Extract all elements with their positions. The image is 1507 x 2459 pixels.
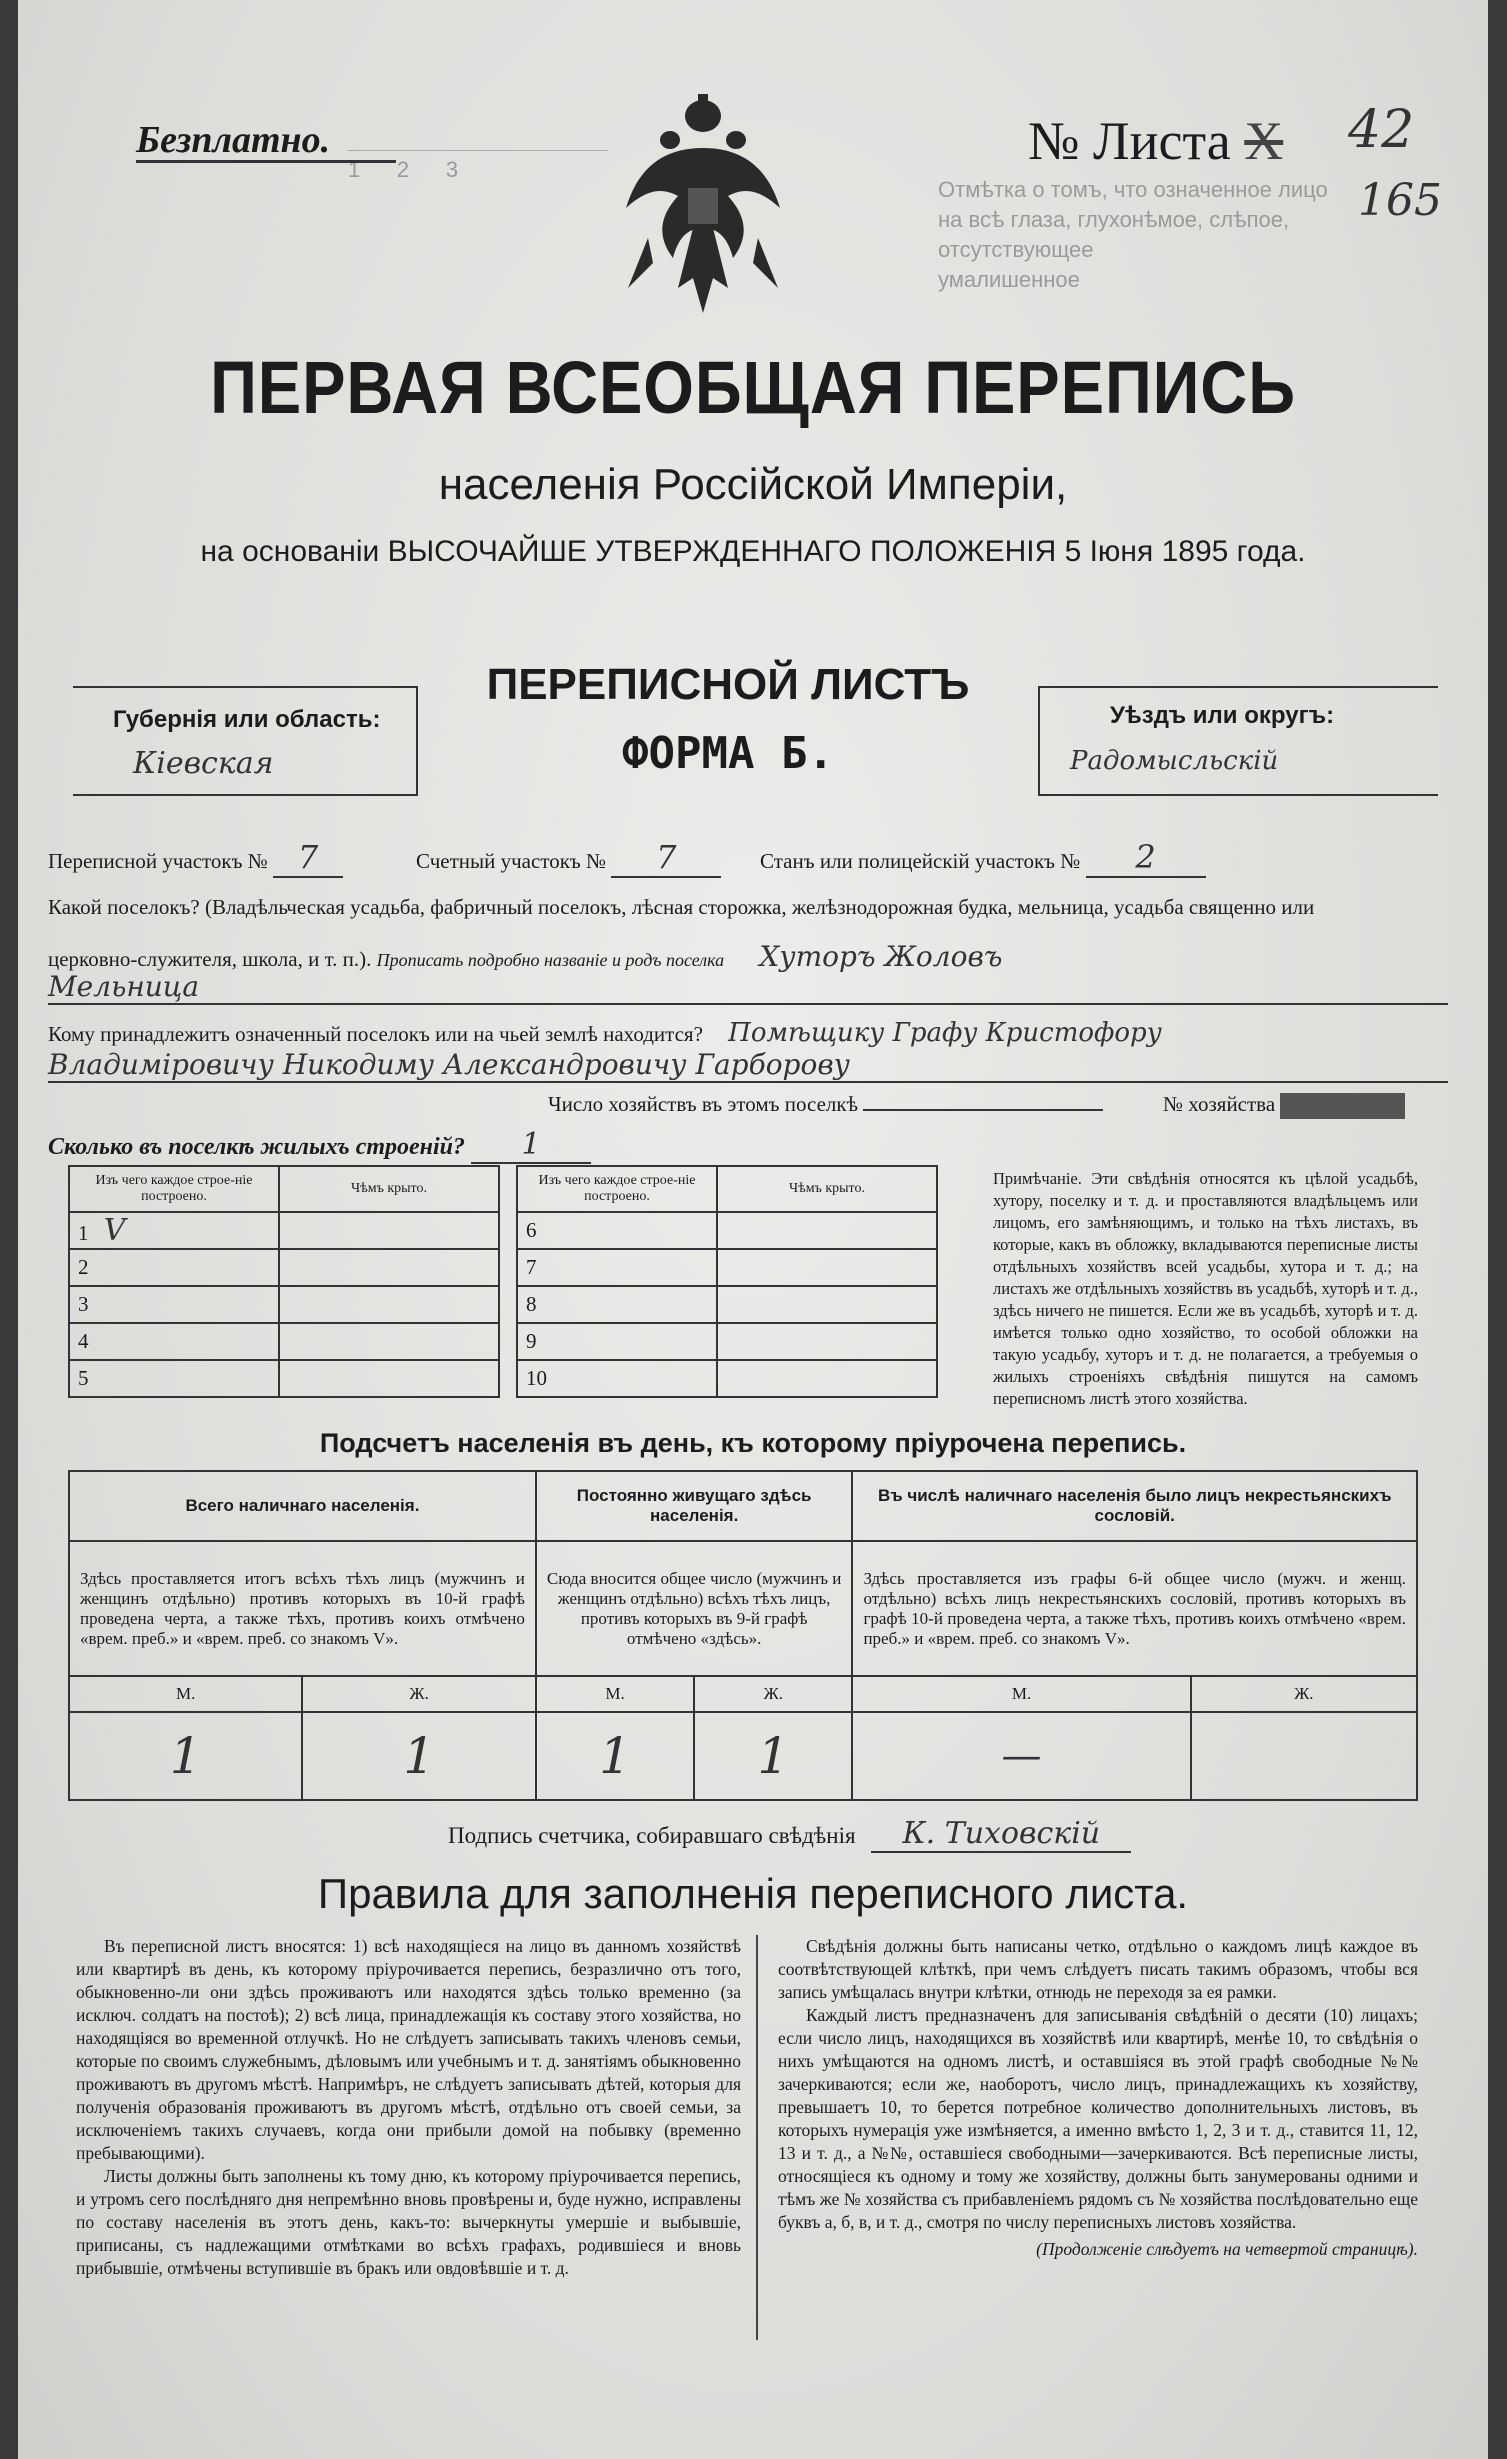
rules-right-column: Свѣдѣнія должны быть написаны четко, отдѣльно о каждомъ лицѣ каждое въ соотвѣтствующей клѣткѣ, при чемъ слѣдуетъ писать такимъ образомъ, чтобы вся запись умѣщалась внутри клѣтки, отнюдь не переходя за ея рамки. Каждый листъ предназначенъ для записыванія свѣдѣній о десяти (10) лицахъ; если число лицъ, находящихся въ хозяйствѣ или квартирѣ, менѣе 10, то свѣдѣнія о нихъ умѣщаются на одномъ листѣ, и оставшіяся въ этой графѣ свободные №№ зачеркиваются; если же, наоборотъ, число лицъ, принадлежащихъ къ хозяйству, превышаетъ 10, то берется потребное количество дополнительныхъ листовъ, въ которыхъ нумерація уже измѣняется, а именно вмѣсто 1, 2, 3 и т. д., ставится 11, 12, 13 и т. д., а №№, оставшіеся свободными—зачеркиваются. Всѣ переписные листы, относящіеся къ одному и тому же хозяйству, должны быть занумерованы одними и тѣмъ же № хозяйства съ прибавленіемъ рядомъ съ № хозяйства послѣдовательно еще буквъ а, б, в, и т. д., смотря по числу переписныхъ листовъ хозяйства. (Продолженіе слѣдуетъ на четвертой страницѣ). <box>778 1936 1418 2259</box>
schetny-field: Счетный участокъ № 7 <box>416 838 721 878</box>
table-row: 2 7 <box>69 1249 937 1286</box>
population-desc-resident: Сюда вносится общее число (мужчинъ и женщинъ отдѣльно) всѣхъ тѣхъ лицъ, противъ которыхъ въ 9-й графѣ отмѣчено «здѣсь». <box>536 1541 853 1676</box>
perepisnoi-field: Переписной участокъ № 7 <box>48 838 343 878</box>
table-row: 4 9 <box>69 1323 937 1360</box>
stan-field: Станъ или полицейскій участокъ № 2 <box>760 838 1206 878</box>
buildings-note: Примѣчаніе. Эти свѣдѣнія относятся къ цѣлой усадьбѣ, хутору, поселку и т. д. и проставляются владѣльцемъ или лицомъ, его замѣняющимъ, и только на тѣхъ листахъ, въ которые, какъ въ обложку, вкладываются переписные листы отдѣльныхъ хозяйствъ всей усадьбы, хутора и т. д.; на листахъ же отдѣльныхъ хозяйствъ въ усадьбѣ, хуторѣ и т. д., здѣсь ничего не пишется. Если же въ усадьбѣ, хуторѣ и т. д. имѣется только одно хозяйство, то особой обложки на такую усадьбу, хуторъ и т. д. не полагается, а требуемыя о жилыхъ строеніяхъ свѣдѣнія пишутся на самомъ переписномъ листѣ этого хозяйства. <box>993 1169 1418 1408</box>
document-title: ПЕРВАЯ ВСЕОБЩАЯ ПЕРЕПИСЬ <box>210 346 1296 429</box>
population-values-row: 1 1 1 1 — <box>69 1712 1417 1800</box>
population-desc-present: Здѣсь проставляется итогъ всѣхъ тѣхъ лицъ (мужчинъ и женщинъ отдѣльно) противъ которыхъ въ 10-й графѣ проведена черта, а также тѣхъ, противъ коихъ отмѣчено «врем. преб.» и «врем. преб. со знакомъ V». <box>69 1541 536 1676</box>
population-table: Всего наличнаго населенія. Постоянно живущаго здѣсь населенія. Въ числѣ наличнаго населенія было лицъ некрестьянскихъ сословій. Здѣсь проставляется итогъ всѣхъ тѣхъ лицъ (мужчинъ и женщинъ отдѣльно) противъ которыхъ въ 10-й графѣ проведена черта, а также тѣхъ, противъ коихъ отмѣчено «врем. преб.» и «врем. преб. со знакомъ V». Сюда вносится общее число (мужчинъ и женщинъ отдѣльно) всѣхъ тѣхъ лицъ, противъ которыхъ въ 9-й графѣ отмѣчено «здѣсь». Здѣсь проставляется изъ графы 6-й общее число (мужч. и женщ. отдѣльно) всѣхъ лицъ некрестьянскихъ сословій, противъ которыхъ въ графѣ 10-й проведена черта, а также тѣхъ, противъ коихъ отмѣчено «врем. преб.» и «врем. преб. со знакомъ V». М. Ж. М. Ж. М. Ж. 1 1 1 1 — <box>68 1470 1418 1801</box>
faded-header-right: Отмѣтка о томъ, что означенное лицо на всѣ глаза, глухонѣмое, слѣпое, отсутствующее умалишенное <box>938 177 1328 292</box>
archive-number-handwritten: 165 <box>1358 175 1442 226</box>
double-headed-eagle-icon <box>618 88 788 318</box>
free-underline <box>136 160 396 163</box>
komu-field: Кому принадлежитъ означенный поселокъ или на чьей землѣ находится? Помѣщику Графу Кристофору <box>48 1018 1162 1048</box>
schetny-value: 7 <box>611 838 721 878</box>
population-title: Подсчетъ населенія въ день, къ которому пріурочена перепись. <box>319 1428 1187 1458</box>
gubernia-label: Губернія или область: <box>113 706 381 733</box>
rules-divider <box>756 1935 758 2340</box>
uezd-value: Радомысльскій <box>1070 746 1279 776</box>
buildings-col-material-2: Изъ чего каждое строе-ніе построено. <box>517 1166 717 1212</box>
poselok-value: Хуторъ Жоловъ <box>759 940 1003 973</box>
buildings-col-roof: Чѣмъ крыто. <box>279 1166 499 1212</box>
rules-left-column: Въ переписной листъ вносятся: 1) всѣ находящіеся на лицо въ данномъ хозяйствѣ или квартирѣ въ день, къ которому пріурочивается перепись, безразлично отъ того, обыкновенно-ли они здѣсь проживаютъ или находятся здѣсь только временно (за исключ. солдатъ на постоѣ); 2) всѣ лица, принадлежащія къ составу этого хозяйства, но находящіяся во временной отлучкѣ. Но не слѣдуетъ записывать такихъ членовъ семьи, которые по своимъ служебнымъ, дѣловымъ или учебнымъ и т. д. занятіямъ обыкновенно проживаютъ въ другомъ мѣстѣ. Напримѣръ, не слѣдуетъ записывать дѣтей, которыя для полученія образованія проживаютъ въ другомъ мѣстѣ, отдѣльно отъ своей семьи, за исключеніемъ такихъ случаевъ, когда они прибыли домой на побывку (временно пребывающими). Листы должны быть заполнены къ тому дню, къ которому пріурочивается перепись, и утромъ сего послѣдняго дня непремѣнно вновь провѣрены и, буде нужно, исправлены по составу населенія въ этотъ день, какъ-то: вычеркнуты умершіе и выбывшіе, приписаны, съ надлежащими отмѣтками во всѣхъ графахъ, родившіеся и вновь прибывшіе, отмѣчены вступившіе въ бракъ или овдовѣвшіе и т. д. <box>76 1936 741 2278</box>
population-header-present: Всего наличнаго населенія. <box>69 1471 536 1541</box>
rules-continued: (Продолженіе слѣдуетъ на четвертой страницѣ). <box>1036 2239 1418 2259</box>
buildings-col-material: Изъ чего каждое строе-ніе построено. <box>69 1166 279 1212</box>
table-row: 1 V 6 <box>69 1212 937 1249</box>
form-subtitle: ФОРМА Б. <box>622 728 834 779</box>
signature-field: Подпись счетчика, собиравшаго свѣдѣнія К. Тиховскій <box>448 1816 1131 1853</box>
document-basis: на основаніи ВЫСОЧАЙШЕ УТВЕРЖДЕННАГО ПОЛОЖЕНІЯ 5 Іюня 1895 года. <box>200 535 1306 568</box>
document-subtitle: населенія Россійской Имперіи, <box>438 460 1068 509</box>
poselok-label: Какой поселокъ? (Владѣльческая усадьба, фабричный поселокъ, лѣсная сторожка, желѣзнодорожная будка, мельница, усадьба священно или <box>48 895 1315 919</box>
komu-value-2: Владиміровичу Никодиму Александровичу Гарборову <box>48 1048 1448 1083</box>
list-number-label: № Листа X <box>1028 111 1284 171</box>
hoz-field: № хозяйства <box>1163 1092 1405 1119</box>
poselok-label-2: церковно-служителя, школа, и т. п.). Прописать подробно названіе и родъ поселка Хуторъ Жоловъ <box>48 940 1003 973</box>
list-number-handwritten: 42 <box>1348 100 1415 160</box>
skolko-field: Сколько въ поселкѣ жилыхъ строеній? 1 <box>48 1127 591 1164</box>
form-title: ПЕРЕПИСНОЙ ЛИСТЪ <box>486 660 970 709</box>
table-row: 5 10 <box>69 1360 937 1397</box>
gubernia-value: Кіевская <box>133 746 274 781</box>
komu-value: Помѣщику Графу Кристофору <box>728 1018 1162 1048</box>
rules-title: Правила для заполненія переписного листа. <box>317 1870 1189 1917</box>
poselok-value-2: Мельница <box>48 970 1448 1005</box>
chislo-field: Число хозяйствъ въ этомъ поселкѣ <box>548 1092 1103 1117</box>
gubernia-box <box>73 686 418 796</box>
free-label: Безплатно. <box>136 119 331 161</box>
census-sheet <box>18 0 1488 2459</box>
population-header-resident: Постоянно живущаго здѣсь населенія. <box>536 1471 853 1541</box>
table-row: 3 8 <box>69 1286 937 1323</box>
population-desc-nonpeasant: Здѣсь проставляется изъ графы 6-й общее число (мужч. и женщ. отдѣльно) всѣхъ лицъ некрестьянскихъ сословій, противъ которыхъ въ графѣ 10-й проведена черта, а также тѣхъ, противъ коихъ отмѣчено «врем. преб.» и «врем. преб. со знакомъ V». <box>852 1541 1417 1676</box>
stan-value: 2 <box>1086 838 1206 878</box>
uezd-label: Уѣздъ или округъ: <box>1110 702 1335 729</box>
buildings-col-roof-2: Чѣмъ крыто. <box>717 1166 937 1212</box>
population-header-nonpeasant: Въ числѣ наличнаго населенія было лицъ некрестьянскихъ сословій. <box>852 1471 1417 1541</box>
buildings-table <box>68 1165 938 1398</box>
uezd-box <box>1038 686 1438 796</box>
signature-value: К. Тиховскій <box>871 1816 1131 1853</box>
perepisnoi-value: 7 <box>273 838 343 878</box>
faded-header-left: 1 2 3 <box>348 150 608 185</box>
skolko-value: 1 <box>471 1127 591 1164</box>
